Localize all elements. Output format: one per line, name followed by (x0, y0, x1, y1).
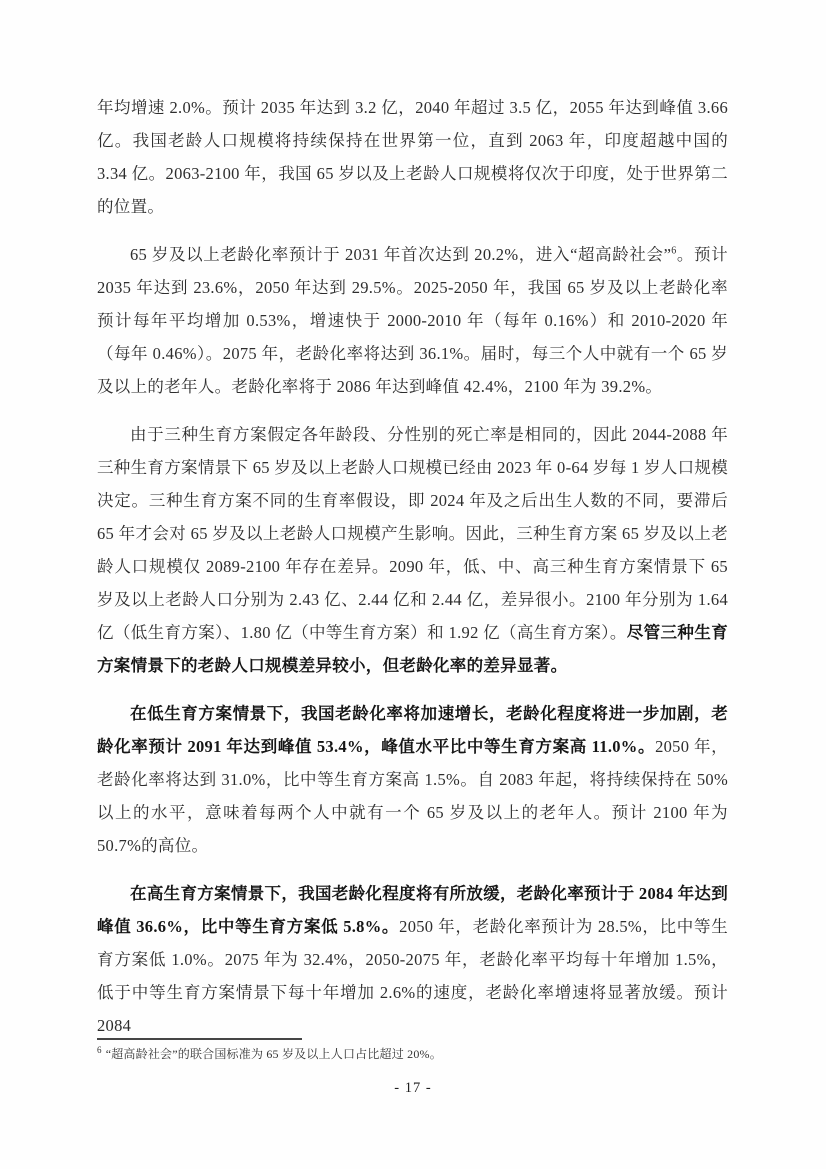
footnote-reference-6: 6 (671, 245, 677, 257)
footnote-section (97, 1038, 728, 1063)
footnote-marker: 6 (97, 1045, 102, 1055)
footnote (97, 1046, 728, 1063)
paragraph-1 (97, 91, 728, 223)
paragraph-1-text: 年均增速 2.0%。预计 2035 年达到 3.2 亿，2040 年超过 3.5 亿，2055 年达到峰值 3.66 亿。我国老龄人口规模将持续保持在世界第一位，直到 2063 年，印度超越中国的 3.34 亿。2063-2100 年，我国 65 岁以及上老龄人口规模将仅次于印度，处于世界第二的位置。 (97, 98, 728, 216)
paragraph-3-normal-text: 由于三种生育方案假定各年龄段、分性别的死亡率是相同的，因此 2044-2088 年三种生育方案情景下 65 岁及以上老龄人口规模已经由 2023 年 0-64 岁每 1 岁人口规模决定。三种生育方案不同的生育率假设，即 2024 年及之后出生人数的不同，要滞后 65 年才会对 65 岁及以上老龄人口规模产生影响。因此，三种生育方案 65 岁及以上老龄人口规模仅 2089-2100 年存在差异。2090 年，低、中、高三种生育方案情景下 65 岁及以上老龄人口分别为 2.43 亿、2.44 亿和 2.44 亿，差异很小。2100 年分别为 1.64 亿（低生育方案）、1.80 亿（中等生育方案）和 1.92 亿（高生育方案）。 (97, 425, 728, 642)
paragraph-2-text-continued: 。预计 2035 年达到 23.6%，2050 年达到 29.5%。2025-2050 年，我国 65 岁及以上老龄化率预计每年平均增加 0.53%，增速快于 2000-2010 年（每年 0.16%）和 2010-2020 年（每年 0.46%）。2075 年，老龄化率将达到 36.1%。届时，每三个人中就有一个 65 岁及以上的老年人。老龄化率将于 2086 年达到峰值 42.4%，2100 年为 39.2%。 (97, 245, 728, 396)
paragraph-5-normal-text: 2050 年，老龄化率预计为 28.5%，比中等生育方案低 1.0%。2075 年为 32.4%，2050-2075 年，老龄化率平均每十年增加 1.5%，低于中等生育方案情景下每十年增加 2.6%的速度，老龄化率增速将显著放缓。预计 2084 (97, 917, 728, 1035)
page-body (97, 91, 728, 1042)
paragraph-3 (97, 418, 728, 682)
paragraph-4 (97, 697, 728, 862)
page-number: - 17 - (394, 1080, 432, 1096)
paragraph-5 (97, 877, 728, 1042)
paragraph-4-normal-text: 2050 年，老龄化率将达到 31.0%，比中等生育方案高 1.5%。自 2083 年起，将持续保持在 50%以上的水平，意味着每两个人中就有一个 65 岁及以上的老年人。预计 2100 年为 50.7%的高位。 (97, 737, 728, 855)
paragraph-2 (97, 238, 728, 403)
footnote-divider (97, 1038, 302, 1040)
footnote-text: “超高龄社会”的联合国标准为 65 岁及以上人口占比超过 20%。 (105, 1047, 442, 1061)
paragraph-2-text: 65 岁及以上老龄化率预计于 2031 年首次达到 20.2%，进入“超高龄社会” (130, 245, 672, 264)
paragraph-5-bold-text: 在高生育方案情景下，我国老龄化程度将有所放缓，老龄化率预计于 2084 年达到峰值 36.6%，比中等生育方案低 5.8%。 (97, 884, 728, 936)
paragraph-3-bold-text: 尽管三种生育方案情景下的老龄人口规模差异较小，但老龄化率的差异显著。 (97, 623, 728, 675)
paragraph-4-bold-text: 在低生育方案情景下，我国老龄化率将加速增长，老龄化程度将进一步加剧，老龄化率预计 2091 年达到峰值 53.4%，峰值水平比中等生育方案高 11.0%。 (97, 704, 728, 756)
